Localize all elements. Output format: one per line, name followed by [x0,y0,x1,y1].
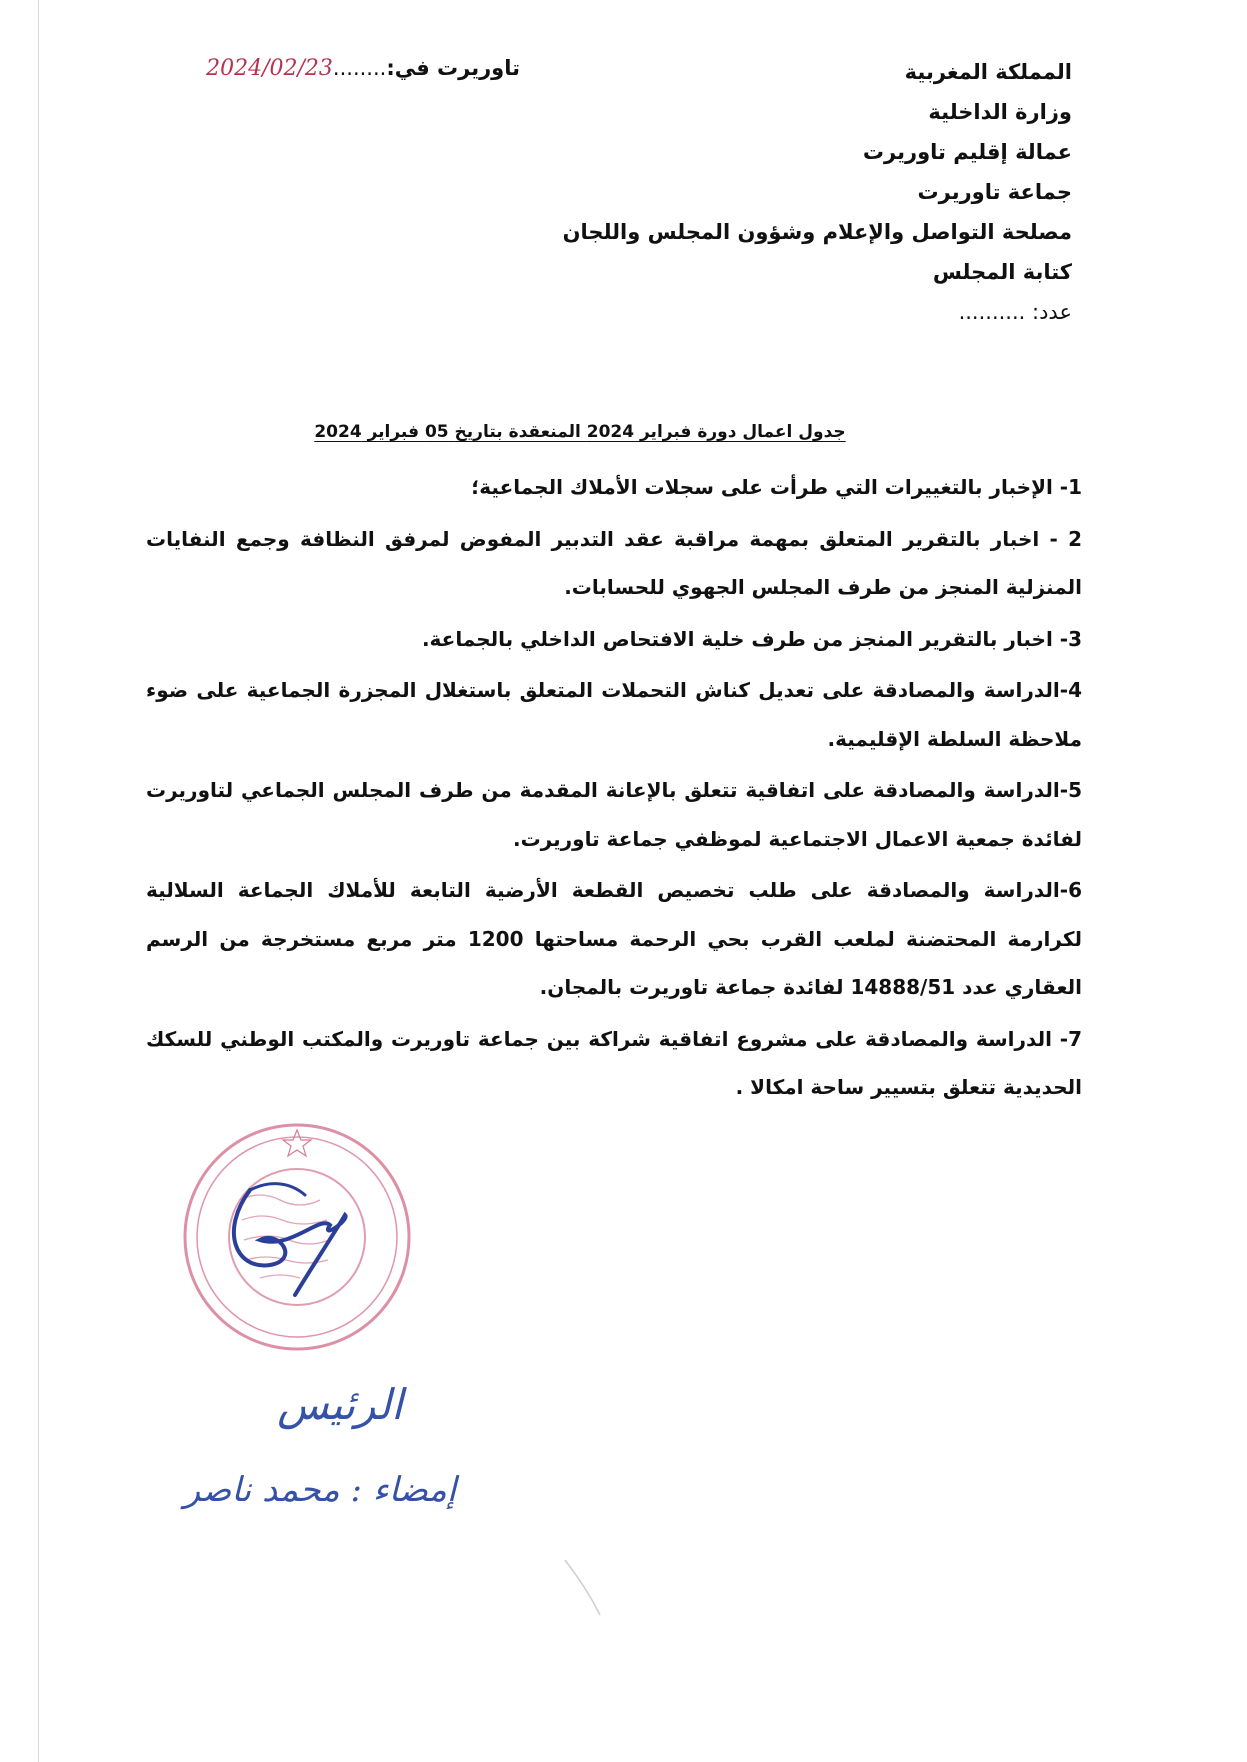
header-kingdom: المملكة المغربية [904,60,1072,84]
date-line [160,56,520,81]
agenda-items [146,463,1082,1115]
date-handwritten: 2024/02/23 [206,56,333,81]
agenda-item-6: 6-الدراسة والمصادقة على طلب تخصيص القطعة الأرضية التابعة للأملاك الجماعة السلالية لكرارمة المحتضنة لملعب القرب بحي الرحمة مساحتها 1200 متر مربع مستخرجة من الرسم العقاري عدد 14888/51 لفائدة جماعة تاوريرت بالمجان. [146,878,1082,999]
header-number: عدد: .......... [958,300,1072,324]
agenda-item-5: 5-الدراسة والمصادقة على اتفاقية تتعلق بالإعانة المقدمة من طرف المجلس الجماعي لتاوريرت لفائدة جمعية الاعمال الاجتماعية لموظفي جماعة تاوريرت. [146,778,1082,851]
signature-name: إمضاء : محمد ناصر [183,1470,457,1510]
date-dots: ........ [332,56,387,80]
header-department: مصلحة التواصل والإعلام وشؤون المجلس واللجان [562,220,1072,244]
date-label: تاوريرت في: [386,56,520,80]
official-stamp-icon [180,1120,415,1355]
header-province: عمالة إقليم تاوريرت [862,140,1072,164]
pen-mark-icon [560,1555,620,1625]
president-title: الرئيس [277,1380,403,1429]
agenda-item-3: 3- اخبار بالتقرير المنجز من طرف خلية الافتحاص الداخلي بالجماعة. [421,626,1082,651]
agenda-item-4: 4-الدراسة والمصادقة على تعديل كناش التحملات المتعلق باستغلال المجزرة الجماعية على ضوء ملاحظة السلطة الإقليمية. [146,678,1082,751]
letterhead [512,52,1072,332]
header-ministry: وزارة الداخلية [928,100,1072,124]
agenda-item-1: 1- الإخبار بالتغييرات التي طرأت على سجلات الأملاك الجماعية؛ [471,475,1082,499]
agenda-item-2: 2 - اخبار بالتقرير المتعلق بمهمة مراقبة عقد التدبير المفوض لمرفق النظافة وجمع النفايات المنزلية المنجز من طرف المجلس الجهوي للحسابات. [146,526,1082,599]
agenda-title [300,420,860,444]
header-commune: جماعة تاوريرت [917,180,1072,204]
agenda-item-7: 7- الدراسة والمصادقة على مشروع اتفاقية شراكة بين جماعة تاوريرت والمكتب الوطني للسكك الحديدية تتعلق بتسيير ساحة امكالا . [146,1026,1082,1099]
header-office: كتابة المجلس [932,260,1072,284]
scan-edge-line [38,0,39,1762]
signature-scribble [234,1190,346,1295]
agenda-title-text: جدول اعمال دورة فبراير 2024 المنعقدة بتاريخ 05 فبراير 2024 [314,422,846,442]
